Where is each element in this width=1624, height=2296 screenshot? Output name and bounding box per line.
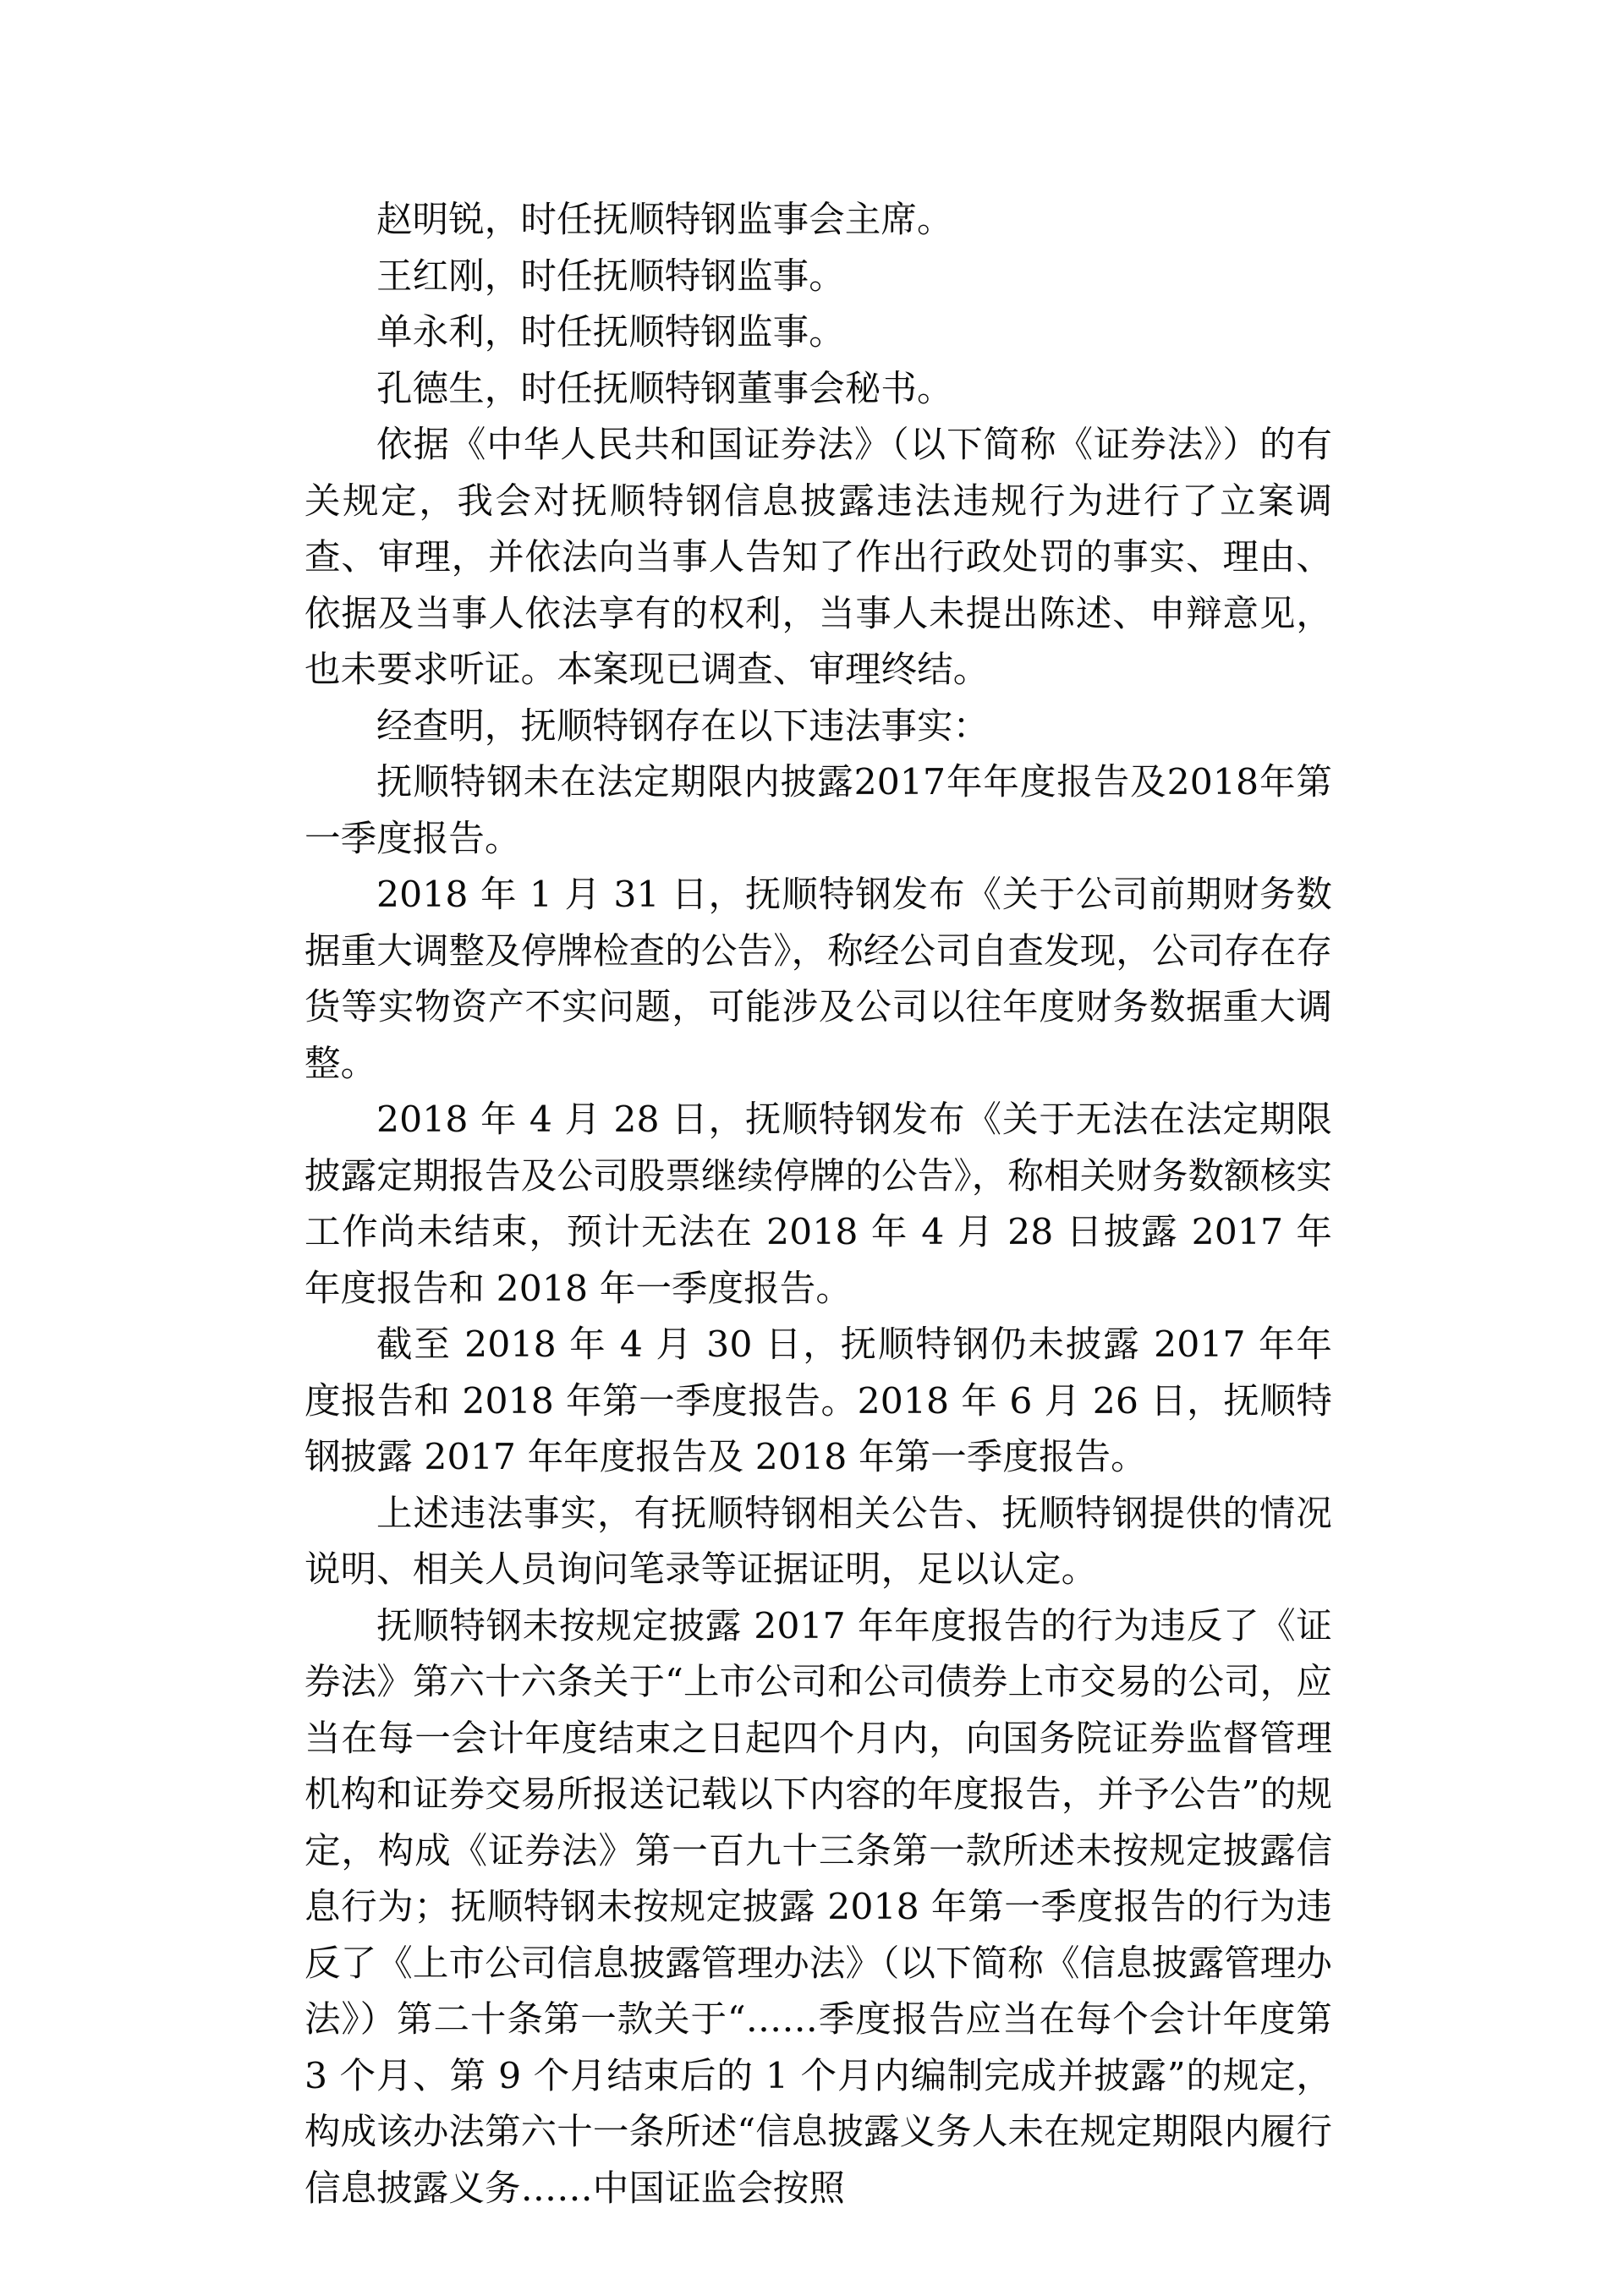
roster-line-2: 王红刚，时任抚顺特钢监事。 (376, 255, 845, 298)
document-text-body (304, 193, 1332, 2217)
paragraph-nondisclosure-summary: 抚顺特钢未在法定期限内披露2017年年度报告及2018年第一季度报告。 (304, 762, 1332, 860)
paragraph-violation-analysis: 抚顺特钢未按规定披露 2017 年年度报告的行为违反了《证券法》第六十六条关于“上市公司和公司债券上市交易的公司，应当在每一会计年度结束之日起四个月内，向国务院证券监督管理机构和证券交易所报送记载以下内容的年度报告，并予公告”的规定，构成《证券法》第一百九十三条第一款所述未按规定披露信息行为；抚顺特钢未按规定披露 2018 年第一季度报告的行为违反了《上市公司信息披露管理办法》（以下简称《信息披露管理办法》）第二十条第一款关于“……季度报告应当在每个会计年度第 3 个月、第 9 个月结束后的 1 个月内编制完成并披露”的规定，构成该办法第六十一条所述“信息披露义务人未在规定期限内履行信息披露义务……中国证监会按照 (304, 1605, 1332, 2210)
roster-line-1: 赵明锐，时任抚顺特钢监事会主席。 (376, 200, 953, 241)
roster-line-3: 单永利，时任抚顺特钢监事。 (376, 312, 845, 353)
paragraph-announcement-2018-01-31: 2018 年 1 月 31 日，抚顺特钢发布《关于公司前期财务数据重大调整及停牌检查的公告》，称经公司自查发现，公司存在存货等实物资产不实问题，可能涉及公司以往年度财务数据重大调整。 (304, 874, 1332, 1085)
paragraph-status-2018-04-30: 截至 2018 年 4 月 30 日，抚顺特钢仍未披露 2017 年年度报告和 2018 年第一季度报告。2018 年 6 月 26 日，抚顺特钢披露 2017 年年度报告及 2018 年第一季度报告。 (304, 1324, 1332, 1478)
roster-line-4: 孔德生，时任抚顺特钢董事会秘书。 (376, 368, 953, 410)
paragraph-announcement-2018-04-28: 2018 年 4 月 28 日，抚顺特钢发布《关于无法在法定期限披露定期报告及公司股票继续停牌的公告》，称相关财务数额核实工作尚未结束，预计无法在 2018 年 4 月 28 日披露 2017 年年度报告和 2018 年一季度报告。 (304, 1099, 1332, 1310)
paragraph-findings-intro: 经查明，抚顺特钢存在以下违法事实： (376, 705, 990, 748)
paragraph-evidence: 上述违法事实，有抚顺特钢相关公告、抚顺特钢提供的情况说明、相关人员询问笔录等证据证明，足以认定。 (304, 1493, 1332, 1591)
paragraph-legal-basis: 依据《中华人民共和国证券法》（以下简称《证券法》）的有关规定，我会对抚顺特钢信息披露违法违规行为进行了立案调查、审理，并依法向当事人告知了作出行政处罚的事实、理由、依据及当事人依法享有的权利，当事人未提出陈述、申辩意见，也未要求听证。本案现已调查、审理终结。 (304, 425, 1332, 691)
